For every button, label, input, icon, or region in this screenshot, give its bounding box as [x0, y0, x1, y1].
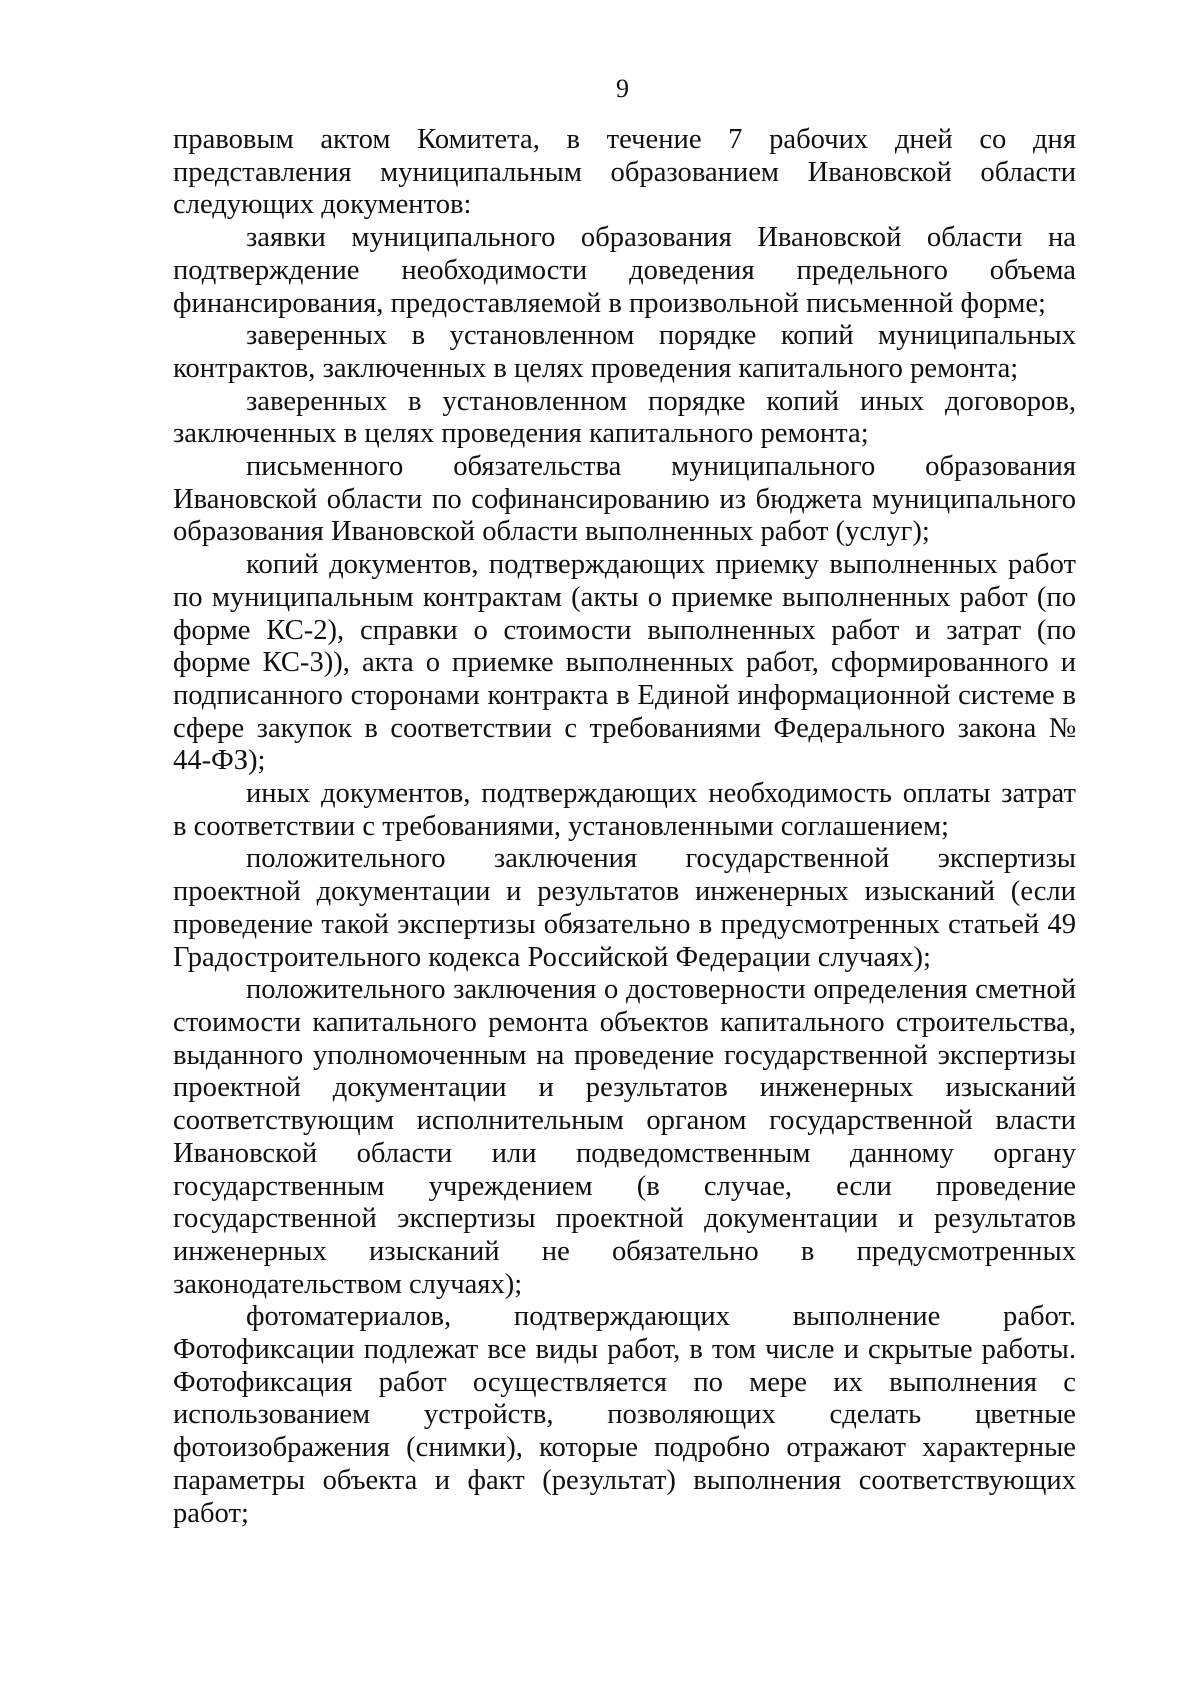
paragraph-acceptance-documents: копий документов, подтверждающих приемку выполненных работ по муниципальным контрактам (акты о приемке выполненных работ (по форме КС-2), справки о стоимости выполненных работ и затрат (по форме КС-3)), акта о приемке выполненных работ, сформированного и подписанного сторонами контракта в Единой информационной системе в сфере закупок в соответствии с требованиями Федерального закона № 44-ФЗ); [173, 549, 1076, 777]
paragraph-cofinancing-obligation: письменного обязательства муниципального образования Ивановской области по софинансированию из бюджета муниципального образования Ивановской области выполненных работ (услуг); [173, 451, 1076, 548]
document-body [173, 124, 1076, 1530]
paragraph-application: заявки муниципального образования Ивановской области на подтверждение необходимости доведения предельного объема финансирования, предоставляемой в произвольной письменной форме; [173, 222, 1076, 319]
paragraph-cost-reliability: положительного заключения о достоверности определения сметной стоимости капитального ремонта объектов капитального строительства, выданного уполномоченным на проведение государственной экспертизы проектной документации и результатов инженерных изысканий соответствующим исполнительным органом государственной власти Ивановской области или подведомственным данному органу государственным учреждением (в случае, если проведение государственной экспертизы проектной документации и результатов инженерных изысканий не обязательно в предусмотренных законодательством случаях); [173, 974, 1076, 1300]
page-number: 9 [616, 74, 629, 103]
paragraph-photo-materials: фотоматериалов, подтверждающих выполнение работ. Фотофиксации подлежат все виды работ, в том числе и скрытые работы. Фотофиксация работ осуществляется по мере их выполнения с использованием устройств, позволяющих сделать цветные фотоизображения (снимки), которые подробно отражают характерные параметры объекта и факт (результат) выполнения соответствующих работ; [173, 1301, 1076, 1529]
paragraph-other-contracts: заверенных в установленном порядке копий иных договоров, заключенных в целях проведения капитального ремонта; [173, 385, 1076, 450]
paragraph-municipal-contracts: заверенных в установленном порядке копий муниципальных контрактов, заключенных в целях проведения капитального ремонта; [173, 320, 1076, 384]
paragraph-state-expertise: положительного заключения государственной экспертизы проектной документации и результатов инженерных изысканий (если проведение такой экспертизы обязательно в предусмотренных статьей 49 Градостроительного кодекса Российской Федерации случаях); [173, 843, 1076, 973]
paragraph-other-documents: иных документов, подтверждающих необходимость оплаты затрат в соответствии с требованиями, установленными соглашением; [173, 778, 1076, 842]
paragraph-continuation: правовым актом Комитета, в течение 7 рабочих дней со дня представления муниципальным образованием Ивановской области следующих документов: [173, 124, 1076, 221]
